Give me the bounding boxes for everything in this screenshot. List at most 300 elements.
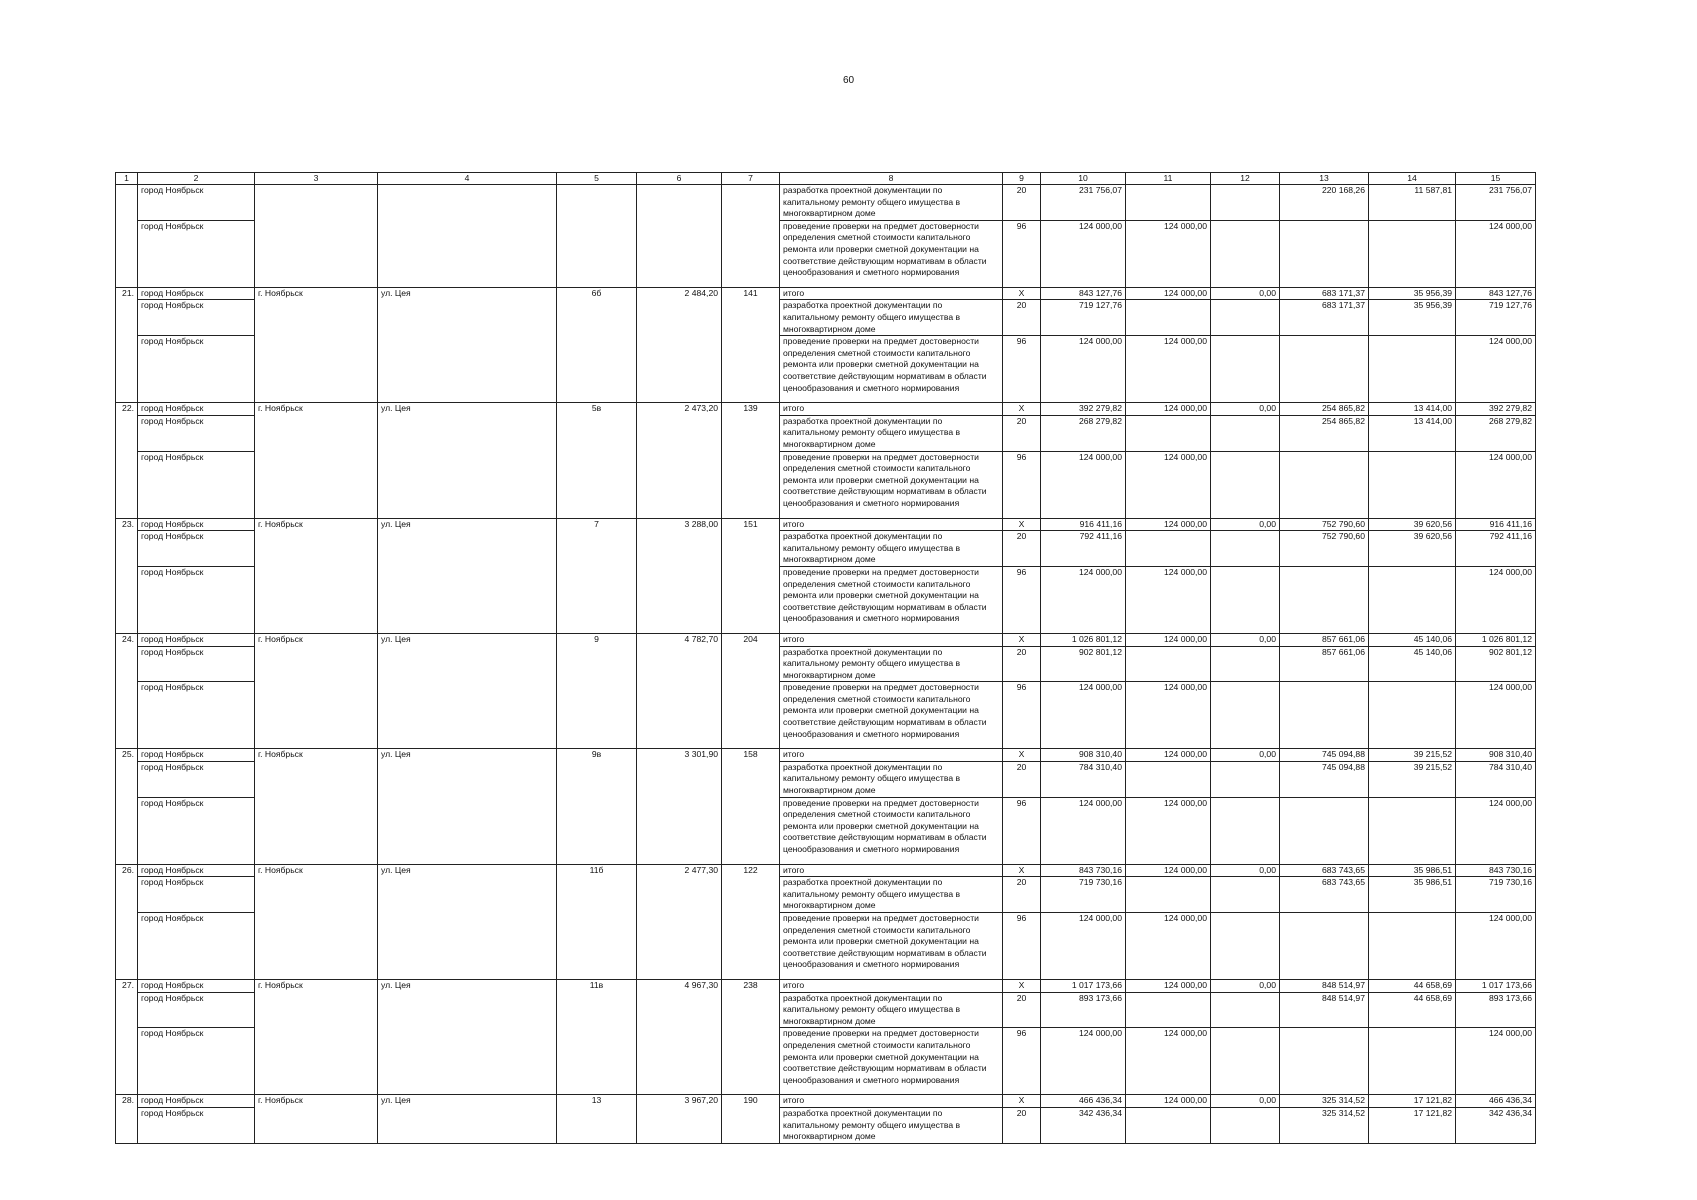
cost-total: 342 436,34 [1041, 1108, 1126, 1144]
cost-column-14: 39 620,56 [1369, 531, 1456, 567]
cost-column-14: 44 658,69 [1369, 992, 1456, 1028]
cost-column-14: 39 215,52 [1369, 749, 1456, 762]
cost-column-14: 35 986,51 [1369, 864, 1456, 877]
cost-column-14: 44 658,69 [1369, 980, 1456, 993]
municipality: город Ноябрьск [138, 877, 255, 913]
cost-column-13 [1280, 1028, 1369, 1095]
residents-count: 122 [722, 864, 780, 877]
area-value: 2 484,20 [637, 287, 722, 300]
house-number [557, 913, 637, 980]
work-type: проведение проверки на предмет достоверности определения сметной стоимости капитального ремонта или проверки сметной документации на соответствие действующим нормативам в области ценообразования и сметного нормирования [780, 682, 1003, 749]
cost-total: 124 000,00 [1041, 220, 1126, 287]
street: ул. Цея [378, 864, 557, 877]
cost-column-11: 124 000,00 [1126, 749, 1211, 762]
cost-total: 843 127,76 [1041, 287, 1126, 300]
settlement [255, 913, 378, 980]
cost-column-12 [1211, 336, 1280, 403]
row-number [116, 1108, 138, 1144]
street [378, 415, 557, 451]
cost-total: 893 173,66 [1041, 992, 1126, 1028]
cost-column-13 [1280, 566, 1369, 633]
municipality: город Ноябрьск [138, 980, 255, 993]
column-header-3: 3 [255, 173, 378, 185]
cost-column-15: 916 411,16 [1456, 518, 1536, 531]
house-number [557, 336, 637, 403]
cost-column-13 [1280, 913, 1369, 980]
cost-column-14: 13 414,00 [1369, 403, 1456, 416]
house-number [557, 682, 637, 749]
table-row-detail [116, 992, 1536, 1028]
cost-column-11 [1126, 761, 1211, 797]
table-row-detail [116, 761, 1536, 797]
cost-column-14: 39 215,52 [1369, 761, 1456, 797]
cost-column-11 [1126, 415, 1211, 451]
work-code: 20 [1003, 415, 1041, 451]
municipality: город Ноябрьск [138, 531, 255, 567]
municipality: город Ноябрьск [138, 185, 255, 221]
cost-total: 268 279,82 [1041, 415, 1126, 451]
cost-column-11 [1126, 992, 1211, 1028]
area-value [637, 531, 722, 567]
row-number: 24. [116, 633, 138, 646]
settlement: г. Ноябрьск [255, 633, 378, 646]
row-number [116, 646, 138, 682]
settlement [255, 185, 378, 221]
table-row-total [116, 1095, 1536, 1108]
cost-column-15: 231 756,07 [1456, 185, 1536, 221]
work-code: Х [1003, 864, 1041, 877]
work-code: 96 [1003, 336, 1041, 403]
cost-column-12 [1211, 646, 1280, 682]
column-header-14: 14 [1369, 173, 1456, 185]
municipality: город Ноябрьск [138, 451, 255, 518]
area-value: 2 473,20 [637, 403, 722, 416]
cost-column-15: 466 436,34 [1456, 1095, 1536, 1108]
table-row-detail [116, 415, 1536, 451]
cost-column-11: 124 000,00 [1126, 633, 1211, 646]
residents-count [722, 531, 780, 567]
street [378, 761, 557, 797]
cost-column-13 [1280, 220, 1369, 287]
municipality: город Ноябрьск [138, 1095, 255, 1108]
cost-total: 124 000,00 [1041, 797, 1126, 864]
cost-column-11: 124 000,00 [1126, 518, 1211, 531]
cost-column-12: 0,00 [1211, 864, 1280, 877]
column-header-1: 1 [116, 173, 138, 185]
work-type: итого [780, 403, 1003, 416]
cost-column-14: 17 121,82 [1369, 1095, 1456, 1108]
municipality: город Ноябрьск [138, 336, 255, 403]
cost-column-14 [1369, 566, 1456, 633]
cost-total: 466 436,34 [1041, 1095, 1126, 1108]
residents-count [722, 682, 780, 749]
municipality: город Ноябрьск [138, 1108, 255, 1144]
cost-column-11 [1126, 646, 1211, 682]
work-type: разработка проектной документации по капитальному ремонту общего имущества в многоквартирном доме [780, 992, 1003, 1028]
house-number: 9в [557, 749, 637, 762]
cost-total: 124 000,00 [1041, 566, 1126, 633]
municipality: город Ноябрьск [138, 566, 255, 633]
cost-column-13: 254 865,82 [1280, 415, 1369, 451]
cost-total: 719 730,16 [1041, 877, 1126, 913]
cost-column-14 [1369, 913, 1456, 980]
municipality: город Ноябрьск [138, 992, 255, 1028]
cost-column-15: 124 000,00 [1456, 797, 1536, 864]
street [378, 1108, 557, 1144]
cost-total: 1 017 173,66 [1041, 980, 1126, 993]
table-row-total [116, 518, 1536, 531]
area-value [637, 415, 722, 451]
work-type: разработка проектной документации по капитальному ремонту общего имущества в многоквартирном доме [780, 646, 1003, 682]
cost-column-13: 683 171,37 [1280, 300, 1369, 336]
table-row-detail [116, 220, 1536, 287]
column-number-row [116, 173, 1536, 185]
work-code: 20 [1003, 531, 1041, 567]
area-value: 3 288,00 [637, 518, 722, 531]
cost-column-14: 35 956,39 [1369, 287, 1456, 300]
residents-count [722, 761, 780, 797]
cost-column-11: 124 000,00 [1126, 1028, 1211, 1095]
house-number: 6б [557, 287, 637, 300]
table-row-detail [116, 336, 1536, 403]
work-code: 20 [1003, 877, 1041, 913]
table-row-total [116, 749, 1536, 762]
row-number: 22. [116, 403, 138, 416]
column-header-6: 6 [637, 173, 722, 185]
work-type: итого [780, 518, 1003, 531]
area-value: 3 967,20 [637, 1095, 722, 1108]
cost-column-15: 124 000,00 [1456, 913, 1536, 980]
column-header-2: 2 [138, 173, 255, 185]
settlement: г. Ноябрьск [255, 287, 378, 300]
municipality: город Ноябрьск [138, 300, 255, 336]
municipality: город Ноябрьск [138, 682, 255, 749]
work-type: разработка проектной документации по капитальному ремонту общего имущества в многоквартирном доме [780, 1108, 1003, 1144]
work-code: 20 [1003, 646, 1041, 682]
column-header-7: 7 [722, 173, 780, 185]
cost-column-12 [1211, 1028, 1280, 1095]
cost-column-13 [1280, 797, 1369, 864]
cost-column-12: 0,00 [1211, 287, 1280, 300]
residents-count: 238 [722, 980, 780, 993]
house-number: 5в [557, 403, 637, 416]
table-row-detail [116, 682, 1536, 749]
residents-count: 158 [722, 749, 780, 762]
row-number [116, 451, 138, 518]
table-row-detail [116, 566, 1536, 633]
column-header-13: 13 [1280, 173, 1369, 185]
work-code: 96 [1003, 682, 1041, 749]
work-code: 96 [1003, 451, 1041, 518]
cost-column-11 [1126, 877, 1211, 913]
column-header-15: 15 [1456, 173, 1536, 185]
settlement: г. Ноябрьск [255, 518, 378, 531]
cost-column-14 [1369, 451, 1456, 518]
cost-column-12: 0,00 [1211, 1095, 1280, 1108]
municipality: город Ноябрьск [138, 633, 255, 646]
area-value [637, 992, 722, 1028]
cost-column-15: 902 801,12 [1456, 646, 1536, 682]
work-type: итого [780, 980, 1003, 993]
cost-column-13: 683 743,65 [1280, 864, 1369, 877]
settlement: г. Ноябрьск [255, 1095, 378, 1108]
residents-count [722, 646, 780, 682]
house-number: 13 [557, 1095, 637, 1108]
work-type: проведение проверки на предмет достоверности определения сметной стоимости капитального ремонта или проверки сметной документации на соответствие действующим нормативам в области ценообразования и сметного нормирования [780, 220, 1003, 287]
settlement [255, 451, 378, 518]
house-number [557, 1108, 637, 1144]
area-value [637, 646, 722, 682]
municipality: город Ноябрьск [138, 913, 255, 980]
table-row-total [116, 287, 1536, 300]
work-type: проведение проверки на предмет достоверности определения сметной стоимости капитального ремонта или проверки сметной документации на соответствие действующим нормативам в области ценообразования и сметного нормирования [780, 1028, 1003, 1095]
area-value [637, 220, 722, 287]
house-number [557, 992, 637, 1028]
cost-column-13 [1280, 682, 1369, 749]
settlement [255, 300, 378, 336]
page-number: 60 [842, 75, 855, 86]
work-code: Х [1003, 749, 1041, 762]
row-number: 26. [116, 864, 138, 877]
cost-column-15: 124 000,00 [1456, 682, 1536, 749]
cost-column-15: 1 026 801,12 [1456, 633, 1536, 646]
cost-column-12 [1211, 913, 1280, 980]
house-number: 11б [557, 864, 637, 877]
cost-column-12 [1211, 220, 1280, 287]
municipality: город Ноябрьск [138, 797, 255, 864]
cost-column-13: 683 743,65 [1280, 877, 1369, 913]
work-type: итого [780, 633, 1003, 646]
work-type: разработка проектной документации по капитальному ремонту общего имущества в многоквартирном доме [780, 877, 1003, 913]
table-row-detail [116, 185, 1536, 221]
cost-column-15: 893 173,66 [1456, 992, 1536, 1028]
column-header-4: 4 [378, 173, 557, 185]
work-code: 96 [1003, 566, 1041, 633]
street: ул. Цея [378, 633, 557, 646]
residents-count [722, 913, 780, 980]
cost-column-12: 0,00 [1211, 403, 1280, 416]
house-number [557, 797, 637, 864]
house-number [557, 451, 637, 518]
area-value [637, 1108, 722, 1144]
residents-count [722, 451, 780, 518]
work-code: 20 [1003, 992, 1041, 1028]
table-row-total [116, 864, 1536, 877]
cost-column-13: 325 314,52 [1280, 1095, 1369, 1108]
cost-total: 792 411,16 [1041, 531, 1126, 567]
cost-column-12 [1211, 300, 1280, 336]
work-code: 20 [1003, 300, 1041, 336]
street [378, 336, 557, 403]
cost-column-13: 325 314,52 [1280, 1108, 1369, 1144]
cost-column-13: 745 094,88 [1280, 761, 1369, 797]
settlement [255, 797, 378, 864]
row-number [116, 913, 138, 980]
work-type: проведение проверки на предмет достоверности определения сметной стоимости капитального ремонта или проверки сметной документации на соответствие действующим нормативам в области ценообразования и сметного нормирования [780, 336, 1003, 403]
table-row-detail [116, 646, 1536, 682]
cost-column-15: 124 000,00 [1456, 336, 1536, 403]
column-header-9: 9 [1003, 173, 1041, 185]
row-number [116, 992, 138, 1028]
house-number [557, 185, 637, 221]
street [378, 220, 557, 287]
table-row-detail [116, 531, 1536, 567]
cost-column-12 [1211, 877, 1280, 913]
residents-count [722, 877, 780, 913]
residents-count: 139 [722, 403, 780, 416]
cost-column-15: 1 017 173,66 [1456, 980, 1536, 993]
cost-column-13: 745 094,88 [1280, 749, 1369, 762]
house-number [557, 877, 637, 913]
cost-column-15: 124 000,00 [1456, 220, 1536, 287]
work-code: 20 [1003, 761, 1041, 797]
street [378, 682, 557, 749]
cost-column-15: 124 000,00 [1456, 451, 1536, 518]
settlement: г. Ноябрьск [255, 980, 378, 993]
cost-column-11: 124 000,00 [1126, 336, 1211, 403]
area-value: 4 782,70 [637, 633, 722, 646]
street: ул. Цея [378, 749, 557, 762]
cost-column-11: 124 000,00 [1126, 797, 1211, 864]
cost-column-15: 908 310,40 [1456, 749, 1536, 762]
municipality: город Ноябрьск [138, 749, 255, 762]
cost-column-11: 124 000,00 [1126, 287, 1211, 300]
residents-count: 141 [722, 287, 780, 300]
residents-count [722, 992, 780, 1028]
house-number [557, 415, 637, 451]
area-value [637, 913, 722, 980]
street [378, 992, 557, 1028]
street [378, 531, 557, 567]
residents-count [722, 336, 780, 403]
cost-column-12 [1211, 531, 1280, 567]
street: ул. Цея [378, 980, 557, 993]
cost-total: 124 000,00 [1041, 336, 1126, 403]
work-code: Х [1003, 633, 1041, 646]
cost-total: 124 000,00 [1041, 451, 1126, 518]
cost-column-15: 268 279,82 [1456, 415, 1536, 451]
work-code: 96 [1003, 913, 1041, 980]
cost-column-13: 848 514,97 [1280, 980, 1369, 993]
settlement [255, 336, 378, 403]
cost-column-12: 0,00 [1211, 633, 1280, 646]
cost-column-15: 392 279,82 [1456, 403, 1536, 416]
residents-count [722, 797, 780, 864]
table-row-detail [116, 877, 1536, 913]
cost-column-13: 683 171,37 [1280, 287, 1369, 300]
settlement [255, 646, 378, 682]
cost-column-14: 45 140,06 [1369, 646, 1456, 682]
work-code: Х [1003, 403, 1041, 416]
row-number [116, 877, 138, 913]
cost-column-11: 124 000,00 [1126, 913, 1211, 980]
cost-column-13 [1280, 336, 1369, 403]
cost-column-12: 0,00 [1211, 980, 1280, 993]
cost-column-11: 124 000,00 [1126, 980, 1211, 993]
work-type: разработка проектной документации по капитальному ремонту общего имущества в многоквартирном доме [780, 761, 1003, 797]
cost-column-15: 342 436,34 [1456, 1108, 1536, 1144]
cost-total: 1 026 801,12 [1041, 633, 1126, 646]
cost-column-11: 124 000,00 [1126, 864, 1211, 877]
cost-column-12 [1211, 682, 1280, 749]
table-body [116, 185, 1536, 1144]
settlement [255, 415, 378, 451]
cost-column-14 [1369, 1028, 1456, 1095]
cost-column-12 [1211, 1108, 1280, 1144]
residents-count [722, 300, 780, 336]
cost-column-12 [1211, 797, 1280, 864]
cost-column-14: 11 587,81 [1369, 185, 1456, 221]
work-code: Х [1003, 287, 1041, 300]
work-type: разработка проектной документации по капитальному ремонту общего имущества в многоквартирном доме [780, 531, 1003, 567]
row-number [116, 220, 138, 287]
house-number: 9 [557, 633, 637, 646]
cost-column-13 [1280, 451, 1369, 518]
house-number [557, 566, 637, 633]
cost-total: 719 127,76 [1041, 300, 1126, 336]
cost-column-14 [1369, 682, 1456, 749]
street [378, 877, 557, 913]
table-row-detail [116, 797, 1536, 864]
table-row-total [116, 633, 1536, 646]
cost-column-12 [1211, 992, 1280, 1028]
area-value: 2 477,30 [637, 864, 722, 877]
row-number [116, 300, 138, 336]
settlement [255, 1028, 378, 1095]
house-number [557, 761, 637, 797]
work-type: итого [780, 1095, 1003, 1108]
row-number [116, 1028, 138, 1095]
work-type: разработка проектной документации по капитальному ремонту общего имущества в многоквартирном доме [780, 300, 1003, 336]
house-number [557, 300, 637, 336]
cost-column-11: 124 000,00 [1126, 1095, 1211, 1108]
row-number: 25. [116, 749, 138, 762]
cost-column-13: 857 661,06 [1280, 633, 1369, 646]
cost-column-11: 124 000,00 [1126, 220, 1211, 287]
cost-column-15: 784 310,40 [1456, 761, 1536, 797]
street: ул. Цея [378, 403, 557, 416]
settlement [255, 566, 378, 633]
cost-column-15: 124 000,00 [1456, 566, 1536, 633]
municipality: город Ноябрьск [138, 761, 255, 797]
row-number [116, 415, 138, 451]
area-value: 3 301,90 [637, 749, 722, 762]
work-type: проведение проверки на предмет достоверности определения сметной стоимости капитального ремонта или проверки сметной документации на соответствие действующим нормативам в области ценообразования и сметного нормирования [780, 451, 1003, 518]
work-type: итого [780, 749, 1003, 762]
cost-column-14 [1369, 797, 1456, 864]
cost-total: 392 279,82 [1041, 403, 1126, 416]
street [378, 566, 557, 633]
residents-count [722, 1028, 780, 1095]
cost-total: 124 000,00 [1041, 913, 1126, 980]
street [378, 646, 557, 682]
row-number: 21. [116, 287, 138, 300]
work-type: итого [780, 864, 1003, 877]
column-header-8: 8 [780, 173, 1003, 185]
cost-column-12 [1211, 566, 1280, 633]
residents-count [722, 415, 780, 451]
cost-column-13: 848 514,97 [1280, 992, 1369, 1028]
residents-count: 151 [722, 518, 780, 531]
municipality: город Ноябрьск [138, 415, 255, 451]
house-number [557, 646, 637, 682]
work-type: итого [780, 287, 1003, 300]
cost-column-11 [1126, 531, 1211, 567]
settlement [255, 992, 378, 1028]
cost-column-11: 124 000,00 [1126, 682, 1211, 749]
area-value: 4 967,30 [637, 980, 722, 993]
residents-count [722, 185, 780, 221]
